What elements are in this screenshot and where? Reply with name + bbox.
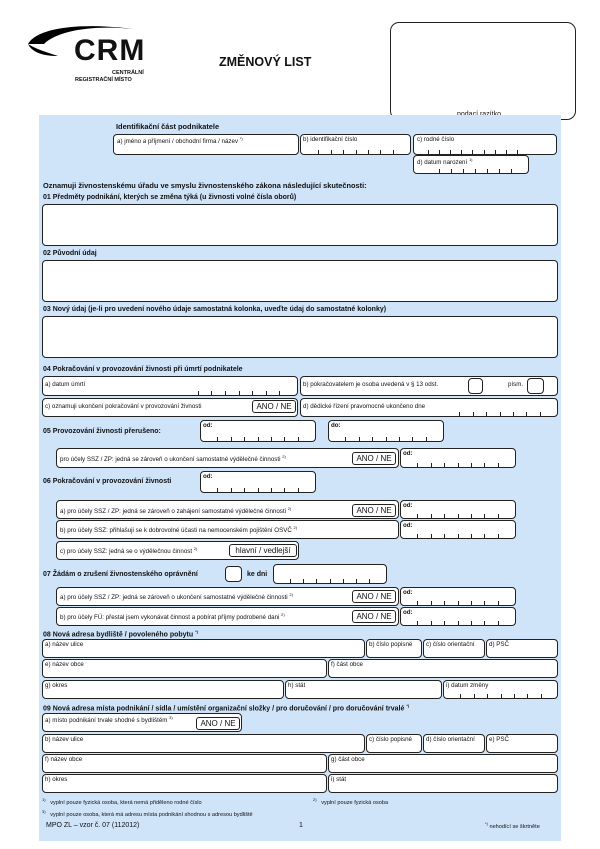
- footnote-1: $^{1)}$ vyplní pouze fyzická osoba, která nemá přiděleno rodné číslo: [42, 797, 202, 806]
- ident-ico-label: b) identifikační číslo: [303, 136, 358, 143]
- s06-b-from-field[interactable]: [400, 520, 516, 539]
- s07-title: 07 Žádám o zrušení živnostenského oprávnění: [43, 571, 198, 578]
- s05-ssz-from-field[interactable]: [400, 448, 516, 468]
- s08-district-label: g) okres: [45, 682, 68, 689]
- s08-date-label: i) datum změny: [446, 682, 489, 689]
- ident-name-label: a) jméno a příjmení / obchodní firma / název *): [117, 136, 243, 146]
- ident-rc-label: c) rodné číslo: [417, 136, 455, 143]
- s04-pism-box[interactable]: [527, 378, 544, 394]
- s09-city-field[interactable]: [42, 754, 327, 773]
- s09-street-label: b) název ulice: [45, 736, 84, 743]
- s06-a-from-field[interactable]: [400, 500, 516, 519]
- s08-title: 08 Nová adresa bydliště / povoleného pobytu *): [43, 629, 198, 639]
- s08-city-field[interactable]: [42, 659, 327, 678]
- s05-ssz-label: pro účely SSZ / ZP: jedná se zároveň o ukončení samostatné výdělečné činnosti $^{2)}$: [60, 454, 286, 464]
- s05-to-field[interactable]: [328, 420, 444, 442]
- s03-field[interactable]: [42, 316, 558, 358]
- s04-end-yesno[interactable]: ANO / NE: [252, 400, 296, 413]
- s02-title: 02 Původní údaj: [43, 250, 97, 257]
- s03-title: 03 Nový údaj (je-li pro uvedení nového údaje samostatná kolonka, uveďte údaj do samostatné kolonky): [43, 306, 387, 313]
- ident-birth-label: d) datum narození $^{1)}$: [417, 157, 473, 167]
- s07-a-yesno[interactable]: ANO / NE: [352, 590, 396, 603]
- s06-a-label: a) pro účely SSZ / ZP: jedná se zároveň o zahájení samostatné výdělečné činnosti $^{2)}$: [60, 506, 292, 516]
- s07-a-from-field[interactable]: [400, 587, 516, 606]
- s05-from-field[interactable]: [200, 420, 316, 442]
- s09-title: 09 Nová adresa místa podnikání / sídla / umístění organizační složky / pro doručování / pro doručování trvalé *): [43, 703, 410, 713]
- s09-part-label: g) část obce: [331, 756, 365, 763]
- s01-title: 01 Předměty podnikání, kterých se změna týká (u živnosti volné čísla oborů): [43, 194, 297, 201]
- s04-death-date-label: a) datum úmrtí: [45, 381, 86, 388]
- s07-a-label: a) pro účely SSZ / ZP: jedná se zároveň o ukončení samostatné výdělečné činnosti $^{2)}$: [60, 592, 293, 602]
- s04-inheritance-label: d) dědické řízení pravomocně ukončeno dne: [303, 403, 426, 410]
- s09-cp-label: c) číslo popisné: [369, 736, 412, 743]
- s09-district-field[interactable]: [42, 774, 327, 793]
- s07-ke-dni-label: ke dni: [247, 571, 268, 578]
- s08-street-field[interactable]: [42, 639, 365, 658]
- s04-odst-box[interactable]: [468, 378, 483, 394]
- logo-sub1: CENTRÁLNÍ: [112, 70, 144, 76]
- s04-title: 04 Pokračování v provozování živnosti při úmrtí podnikatele: [43, 366, 243, 373]
- s06-b-from-label: od:: [403, 522, 413, 529]
- footnote-3: $^{3)}$ vyplní pouze osoba, která má adresu místa podnikání shodnou s adresou bydliště: [42, 809, 253, 818]
- logo-text: CRM: [74, 34, 146, 67]
- s05-from-label: od:: [203, 422, 213, 429]
- s04-pism-label: písm.: [508, 381, 524, 388]
- page-title: ZMĚNOVÝ LIST: [219, 55, 312, 69]
- s05-ssz-yesno[interactable]: ANO / NE: [352, 452, 396, 465]
- s06-a-yesno[interactable]: ANO / NE: [352, 504, 396, 517]
- s08-psc-label: d) PSČ: [489, 641, 509, 648]
- ident-title: Identifikační část podnikatele: [116, 122, 220, 131]
- intro-text: Oznamuji živnostenskému úřadu ve smyslu živnostenského zákona následující skutečnosti:: [43, 181, 367, 190]
- s06-b-label: b) pro účely SSZ: přihlašuji se k dobrovolné účasti na nemocenském pojištění OSVČ $^{2)}$: [60, 525, 298, 535]
- s06-a-from-label: od:: [403, 502, 413, 509]
- s09-street-field[interactable]: [42, 734, 365, 753]
- s08-state-field[interactable]: [285, 680, 442, 699]
- s07-b-from-field[interactable]: [400, 607, 516, 626]
- form-id: MPO ZL – vzor č. 07 (112012): [46, 822, 140, 829]
- s07-b-from-label: od:: [403, 609, 413, 616]
- page-number: 1: [299, 822, 303, 829]
- s08-part-label: f) část obce: [331, 661, 363, 668]
- s09-same-label: a) místo podnikání trvale shodné s bydlištěm $^{3)}$: [45, 715, 173, 725]
- s08-city-label: e) název obce: [45, 661, 84, 668]
- s08-state-label: h) stát: [288, 682, 306, 689]
- s05-to-label: do:: [331, 422, 341, 429]
- s08-cp-label: b) číslo popisné: [369, 641, 413, 648]
- s09-co-label: d) číslo orientační: [426, 736, 475, 743]
- logo-sub2: REGISTRAČNÍ MÍSTO: [75, 77, 132, 83]
- s07-a-from-label: od:: [403, 589, 413, 596]
- s09-psc-label: e) PSČ: [489, 736, 509, 743]
- s09-state-label: i) stát: [331, 776, 347, 783]
- s07-checkbox[interactable]: [225, 566, 242, 582]
- s08-co-label: c) číslo orientační: [426, 641, 475, 648]
- s09-city-label: f) název obce: [45, 756, 83, 763]
- s05-title: 05 Provozování živnosti přerušeno:: [43, 428, 161, 435]
- s06-c-choice[interactable]: hlavní / vedlejší: [229, 544, 297, 557]
- s06-c-label: c) pro účely SSZ: jedná se o výdělečnou činnost $^{2)}$: [60, 546, 198, 556]
- footnote-2: $^{2)}$ vyplní pouze fyzická osoba: [313, 797, 389, 806]
- s08-district-field[interactable]: [42, 680, 284, 699]
- s08-street-label: a) název ulice: [45, 641, 84, 648]
- s09-state-field[interactable]: [328, 774, 558, 793]
- s09-same-yesno[interactable]: ANO / NE: [196, 717, 240, 730]
- s01-field[interactable]: [42, 204, 558, 246]
- s02-field[interactable]: [42, 260, 558, 302]
- stamp-box: [390, 22, 576, 120]
- footnote-4: *) nehodící se škrtněte: [485, 821, 540, 830]
- s07-date-field[interactable]: [273, 564, 387, 584]
- s06-from-field[interactable]: [200, 471, 316, 493]
- s07-b-yesno[interactable]: ANO / NE: [352, 610, 396, 623]
- s04-continuer-label: b) pokračovatelem je osoba uvedená v § 13 odst.: [303, 381, 439, 388]
- s06-title: 06 Pokračování v provozování živnosti: [43, 478, 172, 485]
- s05-ssz-from-label: od:: [403, 450, 413, 457]
- s04-end-label: c) oznamuji ukončení pokračování v provozování živnosti: [45, 403, 202, 410]
- s06-from-label: od:: [203, 473, 213, 480]
- s07-b-label: b) pro účely FÚ: přestal jsem vykonávat činnost a pobírat příjmy podrobené dani $^{2)}$: [60, 612, 285, 622]
- s09-district-label: h) okres: [45, 776, 68, 783]
